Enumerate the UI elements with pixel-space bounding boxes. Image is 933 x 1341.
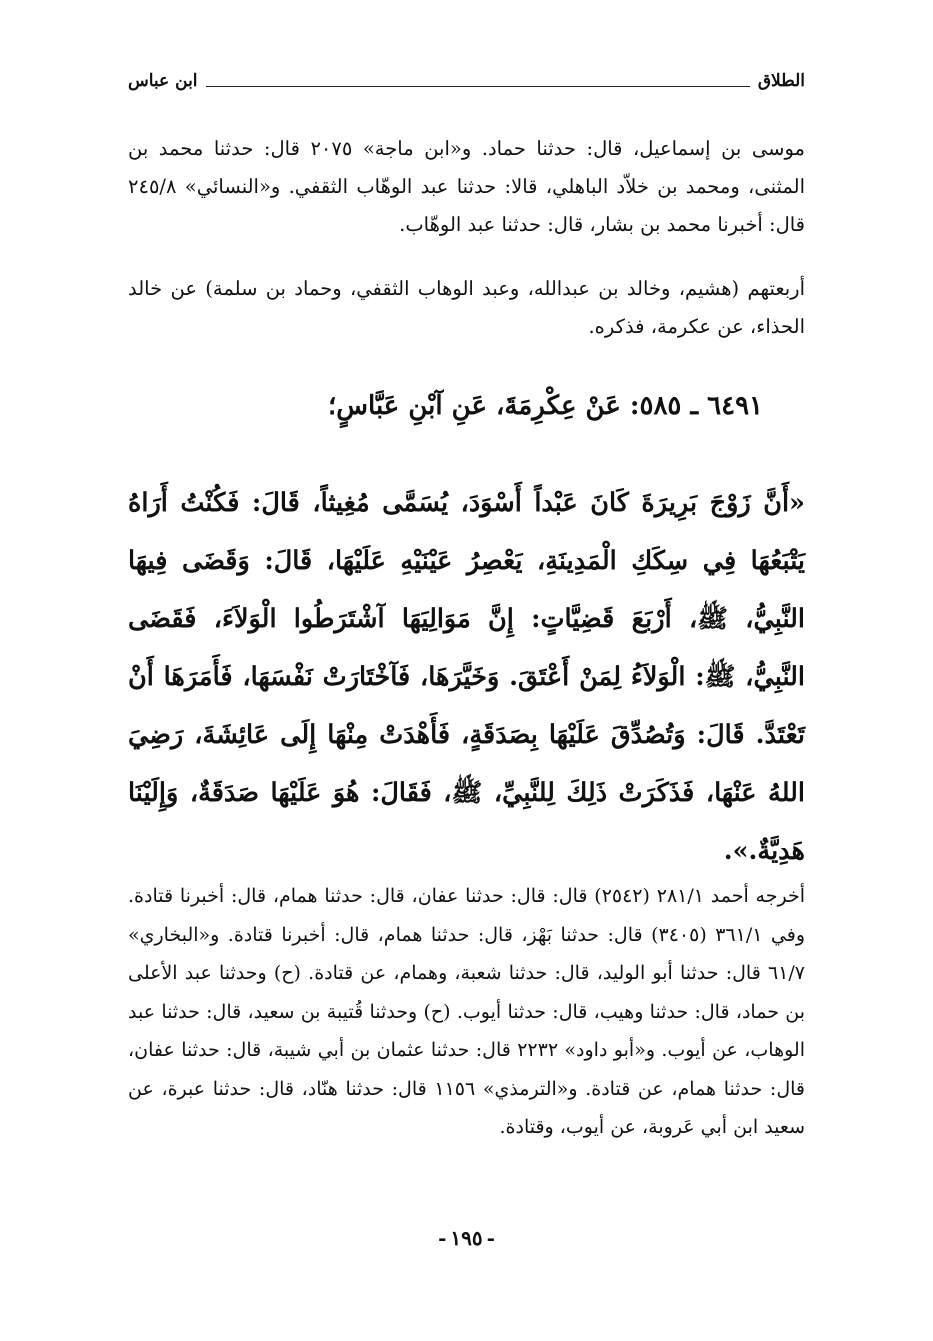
- folio-dash-right: -: [486, 1226, 495, 1250]
- folio-dash-left: -: [438, 1226, 447, 1250]
- narrators-summary-paragraph: أربعتهم (هشيم، وخالد بن عبدالله، وعبد الوهاب الثقفي، وحماد بن سلمة) عن خالد الحذاء، عن عكرمة، فذكره.: [128, 276, 805, 338]
- header-rule: [206, 86, 750, 87]
- chapter-title: الطلاق: [757, 71, 805, 91]
- section-title: ابن عباس: [128, 71, 198, 91]
- page-footer: [0, 1226, 933, 1250]
- hadith-text: «أَنَّ زَوْجَ بَرِيرَةَ كَانَ عَبْداً أَسْوَدَ، يُسَمَّى مُغِيثاً، قَالَ: فَكُنْتُ أَرَاهُ يَتْبَعُهَا فِي سِكَكِ الْمَدِينَةِ، يَعْصِرُ عَيْنَيْهِ عَلَيْهَا، قَالَ: وَقَضَى فِيهَا النَّبِيُّ، ﷺ، أَرْبَعَ قَضِيَّاتٍ: إِنَّ مَوَالِيَهَا آشْتَرَطُوا الْوَلاَءَ، فَقَضَى النَّبِيُّ، ﷺ: الْوَلاَءُ لِمَنْ أَعْتَقَ. وَخَيَّرَهَا، فَآخْتَارَتْ نَفْسَهَا، فَأَمَرَهَا أَنْ تَعْتَدَّ. قَالَ: وَتُصُدِّقَ عَلَيْهَا بِصَدَقَةٍ، فَأَهْدَتْ مِنْهَا إِلَى عَائِشَةَ، رَضِيَ اللهُ عَنْهَا، فَذَكَرَتْ ذَلِكَ لِلنَّبِيِّ، ﷺ، فَقَالَ: هُوَ عَلَيْهَا صَدَقَةٌ، وَإِلَيْنَا هَدِيَّةٌ.».: [128, 487, 805, 866]
- hadith-heading: ٦٤٩١ ـ ٥٨٥: عَنْ عِكْرِمَةَ، عَنِ آبْنِ عَبَّاسٍ؛: [328, 391, 763, 421]
- page-number: ١٩٥: [450, 1226, 483, 1250]
- sources-continued-paragraph: موسى بن إسماعيل، قال: حدثنا حماد. و«ابن ماجة» ٢٠٧٥ قال: حدثنا محمد بن المثنى، ومحمد بن خلاّد الباهلي، قالا: حدثنا عبد الوهّاب الثقفي. و«النسائي» ٢٤٥/٨ قال: أخبرنا محمد بن بشار، قال: حدثنا عبد الوهّاب.: [128, 136, 805, 236]
- running-header: [128, 66, 805, 96]
- takhrij-paragraph: أخرجه أحمد ٢٨١/١ (٢٥٤٢) قال: قال: حدثنا عفان، قال: حدثنا همام، قال: أخبرنا قتادة. وفي ٣٦١/١ (٣٤٠٥) قال: حدثنا بَهْز، قال: حدثنا همام، قال: أخبرنا قتادة. و«البخاري» ٦١/٧ قال: حدثنا أبو الوليد، قال: حدثنا شعبة، وهمام، عن قتادة. (ح) وحدثنا عبد الأعلى بن حماد، قال: حدثنا وهيب، قال: حدثنا أيوب. (ح) وحدثنا قُتيبة بن سعيد، قال: حدثنا عبد الوهاب، عن أيوب. و«أبو داود» ٢٢٣٢ قال: حدثنا عثمان بن أبي شيبة، قال: حدثنا عفان، قال: حدثنا همام، عن قتادة. و«الترمذي» ١١٥٦ قال: حدثنا هنّاد، قال: حدثنا عبرة، عن سعيد ابن أبي عَروبة، عن أيوب، وقتادة.: [128, 885, 806, 1138]
